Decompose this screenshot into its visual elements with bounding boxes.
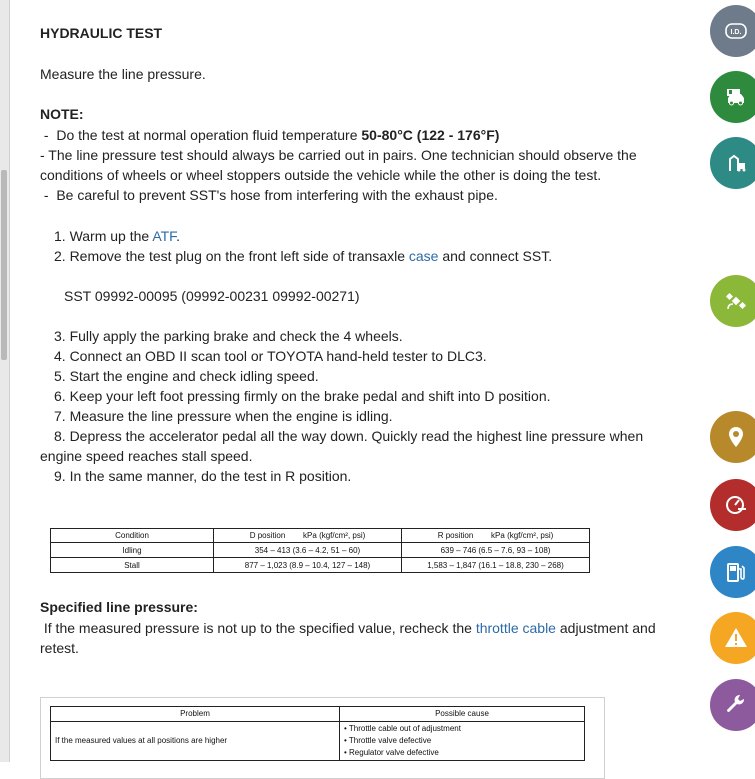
note-3: - Be careful to prevent SST's hose from interfering with the exhaust pipe. (40, 187, 498, 203)
step-6: 6. Keep your left foot pressing firmly on the brake pedal and shift into D position. (54, 388, 551, 404)
table-cell: 639 – 746 (6.5 – 7.6, 93 – 108) (402, 543, 590, 558)
fuel-button[interactable] (710, 546, 755, 598)
table-cell: 1,583 – 1,847 (16.1 – 18.8, 230 – 268) (402, 558, 590, 573)
svg-text:I.D.: I.D. (730, 29, 742, 36)
location-button[interactable] (710, 411, 755, 463)
hoist-button[interactable] (710, 137, 755, 189)
note-1: - Do the test at normal operation fluid temperature 50-80°C (122 - 176°F) (40, 127, 500, 143)
page-title: HYDRAULIC TEST (40, 25, 163, 41)
wrench-button[interactable] (710, 679, 755, 731)
table-header: D position kPa (kgf/cm², psi) (214, 529, 402, 543)
note-label: NOTE: (40, 106, 84, 122)
table-header: Possible cause (340, 707, 585, 722)
step-1: 1. Warm up the ATF. (54, 228, 181, 244)
table-header: Condition (51, 529, 214, 543)
id-icon (724, 19, 748, 43)
line-pressure-table (50, 528, 590, 573)
cause-item: • Regulator valve defective (344, 748, 439, 757)
satellite-icon (724, 289, 748, 313)
scrollbar-thumb[interactable] (1, 170, 7, 360)
table-cell (340, 722, 585, 761)
sst-number: SST 09992-00095 (09992-00231 09992-00271) (64, 288, 360, 304)
specified-text: If the measured pressure is not up to the specified value, recheck the throttle cable adjustment and retest. (40, 620, 656, 656)
throttle-cable-link[interactable]: throttle cable (475, 620, 556, 636)
atf-link[interactable]: ATF (152, 228, 177, 244)
table-cell: If the measured values at all positions are higher (51, 722, 340, 761)
scrollbar[interactable] (0, 0, 10, 762)
step-8: 8. Depress the accelerator pedal all the way down. Quickly read the highest line pressure when engine speed reaches stall speed. (40, 428, 644, 464)
table-cell: 877 – 1,023 (8.9 – 10.4, 127 – 148) (214, 558, 402, 573)
table-cell: Idling (51, 543, 214, 558)
step-9: 9. In the same manner, do the test in R position. (54, 468, 352, 484)
table-cell: 354 – 413 (3.6 – 4.2, 51 – 60) (214, 543, 402, 558)
table-row (51, 558, 590, 573)
problem-table-frame (40, 697, 605, 779)
table-row (51, 543, 590, 558)
table-row (51, 722, 585, 761)
step-3: 3. Fully apply the parking brake and check the 4 wheels. (54, 328, 403, 344)
note-2: - The line pressure test should always be carried out in pairs. One technician should observe the conditions of wheels or wheel stoppers outside the vehicle while the other is doing the test. (40, 147, 637, 183)
case-link[interactable]: case (408, 248, 439, 264)
step-7: 7. Measure the line pressure when the engine is idling. (54, 408, 393, 424)
intro-text: Measure the line pressure. (40, 66, 206, 82)
fuel-pump-icon (724, 560, 748, 584)
step-5: 5. Start the engine and check idling speed. (54, 368, 319, 384)
step-2: 2. Remove the test plug on the front left side of transaxle case and connect SST. (54, 248, 553, 264)
specified-label: Specified line pressure: (40, 599, 198, 615)
location-pin-icon (724, 425, 748, 449)
id-button[interactable] (710, 5, 755, 57)
gauge-icon (724, 493, 748, 517)
table-header: Problem (51, 707, 340, 722)
vehicle-icon (724, 85, 748, 109)
cause-item: • Throttle cable out of adjustment (344, 724, 461, 733)
table-header: R position kPa (kgf/cm², psi) (402, 529, 590, 543)
warning-button[interactable] (710, 612, 755, 664)
cause-item: • Throttle valve defective (344, 736, 432, 745)
warning-icon (724, 626, 748, 650)
wrench-icon (724, 693, 748, 717)
hoist-icon (724, 151, 748, 175)
table-cell: Stall (51, 558, 214, 573)
step-4: 4. Connect an OBD II scan tool or TOYOTA hand-held tester to DLC3. (54, 348, 487, 364)
vehicle-button[interactable] (710, 71, 755, 123)
problem-table (50, 706, 585, 761)
gauge-button[interactable] (710, 479, 755, 531)
satellite-button[interactable] (710, 275, 755, 327)
